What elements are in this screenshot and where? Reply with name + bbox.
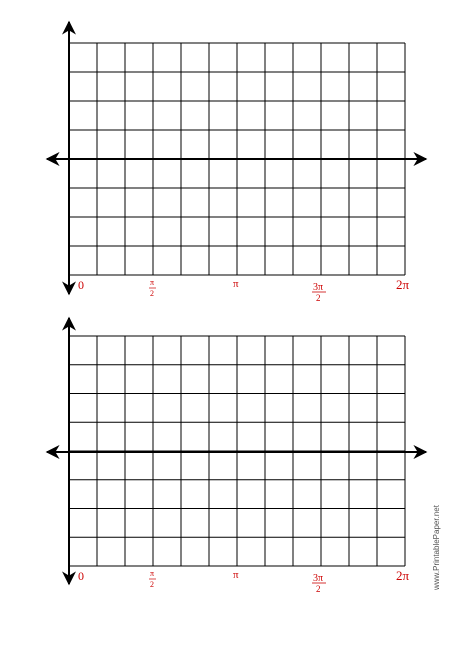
label-pi: π (233, 278, 239, 290)
label-pi-over-2-num: π (150, 569, 155, 578)
label-pi-over-2-den: 2 (150, 580, 154, 589)
label-2pi: 2π (396, 277, 410, 292)
label-zero: 0 (78, 569, 84, 583)
label-3pi-over-2-num: 3π (313, 282, 324, 293)
label-2pi: 2π (396, 568, 410, 583)
label-pi-over-2-num: π (150, 278, 155, 287)
label-3pi-over-2-num: 3π (313, 573, 324, 584)
watermark-text: www.PrintablePaper.net (432, 505, 441, 590)
graph-bottom (47, 318, 426, 594)
graph-top (47, 22, 426, 303)
label-zero: 0 (78, 278, 84, 292)
label-pi-over-2-den: 2 (150, 289, 154, 298)
label-pi: π (233, 569, 239, 581)
label-3pi-over-2-den: 2 (316, 584, 321, 594)
label-3pi-over-2-den: 2 (316, 293, 321, 303)
